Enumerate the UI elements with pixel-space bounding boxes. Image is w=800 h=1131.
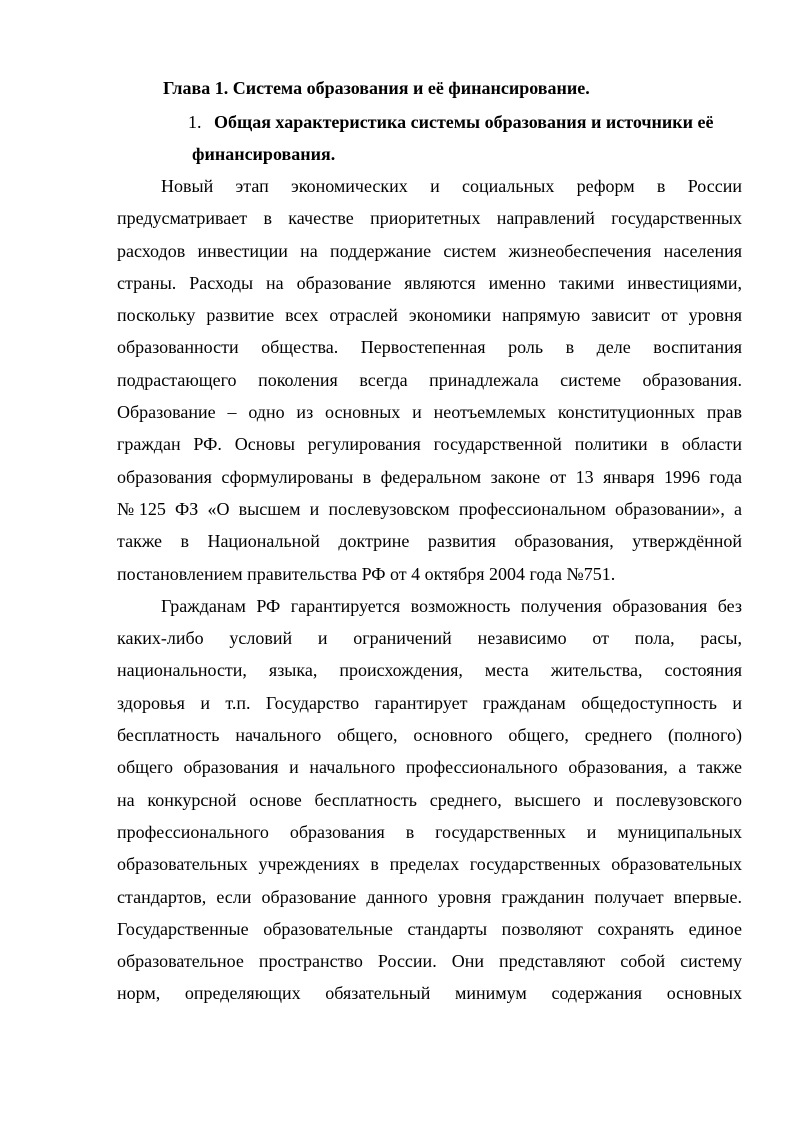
text-line: Гражданам РФ гарантируется возможность получения образования без <box>161 595 742 616</box>
text-line: поскольку развитие всех отраслей экономики напрямую зависит от уровня <box>117 305 742 326</box>
text-line: предусматривает в качестве приоритетных направлений государственных <box>117 208 742 229</box>
text-line: постановлением правительства РФ от 4 октября 2004 года №751. <box>117 563 616 584</box>
section-title-line: финансирования. <box>192 144 336 164</box>
text-line: здоровья и т.п. Государство гарантирует гражданам общедоступность и <box>117 692 742 713</box>
text-line: расходов инвестиции на поддержание систем жизнеобеспечения населения <box>117 240 742 261</box>
text-line: норм, определяющих обязательный минимум содержания основных <box>117 983 742 1004</box>
text-line: также в Национальной доктрине развития образования, утверждённой <box>117 531 742 552</box>
text-line: стандартов, если образование данного уровня гражданин получает впервые. <box>117 886 742 907</box>
text-line: Новый этап экономических и социальных реформ в России <box>161 176 742 196</box>
paragraph-1 <box>117 170 742 590</box>
text-line: образования сформулированы в федеральном законе от 13 января 1996 года <box>117 466 742 487</box>
text-line: национальности, языка, происхождения, места жительства, состояния <box>117 660 742 681</box>
text-line: граждан РФ. Основы регулирования государственной политики в области <box>117 434 742 455</box>
paragraph-2 <box>117 590 742 1010</box>
section-number: 1. <box>188 112 202 132</box>
section-title <box>192 106 748 170</box>
section-title-line: Общая характеристика системы образования и источники её <box>214 112 714 132</box>
text-line: на конкурсной основе бесплатность среднего, высшего и послевузовского <box>117 789 742 810</box>
text-line: страны. Расходы на образование являются именно такими инвестициями, <box>117 272 742 293</box>
text-line: образованности общества. Первостепенная роль в деле воспитания <box>117 337 742 358</box>
text-line: Образование – одно из основных и неотъемлемых конституционных прав <box>117 402 742 423</box>
text-line: каких-либо условий и ограничений независимо от пола, расы, <box>117 628 742 649</box>
text-line: профессионального образования в государственных и муниципальных <box>117 821 742 842</box>
chapter-title: Глава 1. Система образования и её финансирование. <box>163 78 590 98</box>
text-line: бесплатность начального общего, основного общего, среднего (полного) <box>117 725 742 746</box>
text-line: образовательных учреждениях в пределах государственных образовательных <box>117 854 742 875</box>
text-line: подрастающего поколения всегда принадлежала системе образования. <box>117 369 742 390</box>
text-line: образовательное пространство России. Они представляют собой систему <box>117 951 742 972</box>
text-line: Государственные образовательные стандарты позволяют сохранять единое <box>117 918 742 939</box>
text-line: общего образования и начального профессионального образования, а также <box>117 757 742 778</box>
body-text <box>117 170 742 1010</box>
text-line: №125 ФЗ «О высшем и послевузовском профессиональном образовании», а <box>117 498 742 519</box>
section-heading <box>188 106 748 170</box>
